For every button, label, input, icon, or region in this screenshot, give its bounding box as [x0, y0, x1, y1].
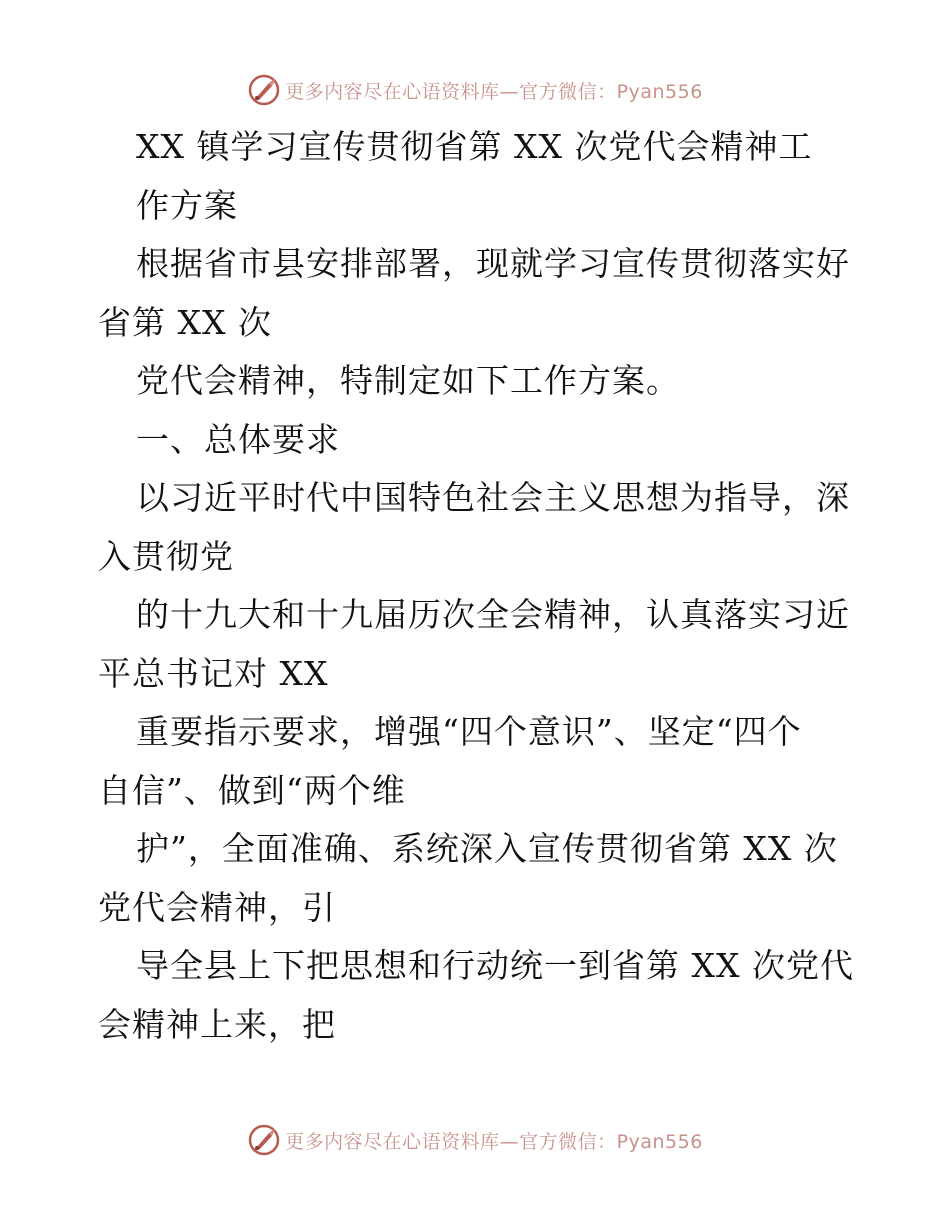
- doc-line: 重要指示要求，增强“四个意识”、坚定“四个: [136, 712, 802, 751]
- doc-line: 自信”、做到“两个维: [98, 770, 406, 810]
- watermark-text: 更多内容尽在心语资料库—官方微信：Pyan556: [285, 80, 703, 103]
- doc-line: 根据省市县安排部署，现就学习宣传贯彻落实好: [136, 244, 850, 283]
- doc-line: 省第 XX 次: [98, 302, 272, 342]
- doc-title-line-1: XX 镇学习宣传贯彻省第 XX 次党代会精神工: [136, 127, 813, 166]
- section-heading: 一、总体要求: [136, 419, 340, 459]
- doc-line: 党代会精神，引: [98, 887, 336, 927]
- doc-line: 入贯彻党: [98, 536, 234, 576]
- doc-line: 党代会精神，特制定如下工作方案。: [136, 361, 680, 400]
- doc-line: 导全县上下把思想和行动统一到省第 XX 次党代: [136, 946, 854, 985]
- doc-title-line-2: 作方案: [136, 185, 238, 225]
- doc-line: 护”，全面准确、系统深入宣传贯彻省第 XX 次: [136, 829, 838, 868]
- document-body: [98, 118, 858, 1054]
- doc-line: 平总书记对 XX: [98, 653, 329, 693]
- watermark-text: 更多内容尽在心语资料库—官方微信：Pyan556: [285, 1130, 703, 1153]
- pen-logo-icon: [247, 73, 281, 107]
- doc-line: 会精神上来，把: [98, 1004, 336, 1044]
- doc-line: 以习近平时代中国特色社会主义思想为指导，深: [136, 478, 850, 517]
- watermark-header: [0, 70, 950, 110]
- doc-line: 的十九大和十九届历次全会精神，认真落实习近: [136, 595, 850, 634]
- pen-logo-icon: [247, 1123, 281, 1157]
- watermark-footer: [0, 1120, 950, 1160]
